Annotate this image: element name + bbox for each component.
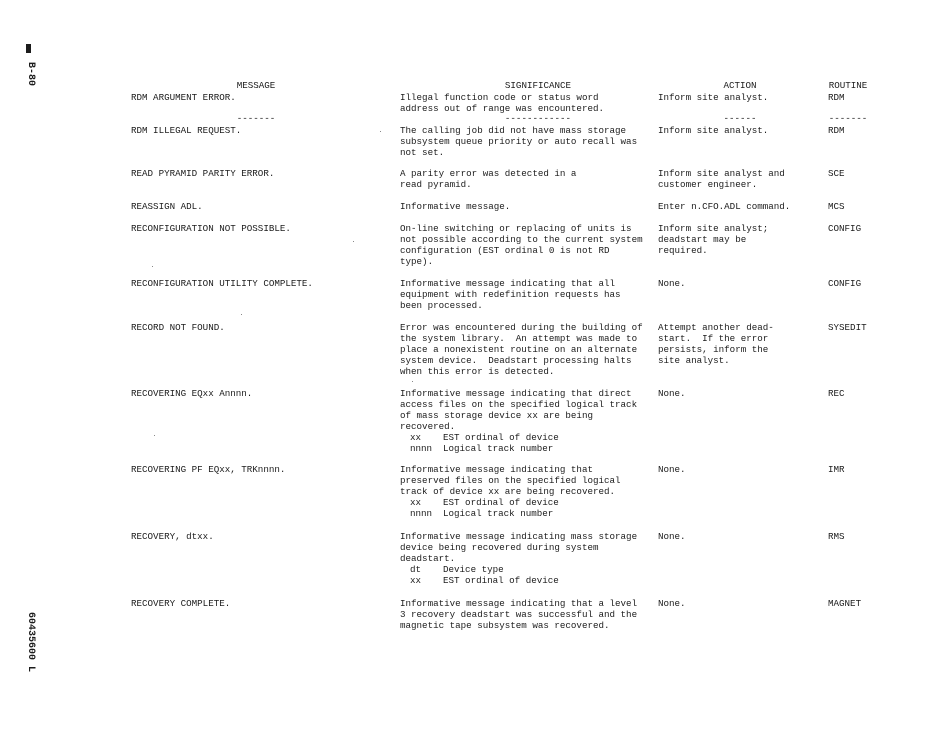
- document-number: 60435600 L: [25, 612, 36, 673]
- significance-line: track of device xx are being recovered.: [400, 486, 616, 497]
- action-cell: [658, 223, 818, 256]
- action-cell: [658, 278, 818, 289]
- header-action-rule: ------: [723, 113, 757, 124]
- significance-line: deadstart.: [400, 553, 456, 564]
- significance-line: Error was encountered during the building of: [400, 322, 643, 333]
- action-line: None.: [658, 278, 686, 289]
- message-cell: RDM ARGUMENT ERROR.: [131, 92, 236, 103]
- message-cell: RECOVERY, dtxx.: [131, 531, 214, 542]
- significance-line: not possible according to the current system: [400, 234, 643, 245]
- significance-line: recovered.: [400, 421, 456, 432]
- significance-line: system device. Deadstart processing halts: [400, 355, 632, 366]
- significance-cell: [400, 531, 650, 586]
- action-line: site analyst.: [658, 355, 730, 366]
- parameter-line: [400, 443, 650, 454]
- action-line: Inform site analyst.: [658, 125, 769, 136]
- significance-line: place a nonexistent routine on an alternate: [400, 344, 638, 355]
- scan-speck: [154, 435, 155, 436]
- routine-cell: RMS: [828, 531, 845, 542]
- significance-line: The calling job did not have mass storage: [400, 125, 627, 136]
- significance-cell: [400, 464, 650, 519]
- significance-cell: [400, 598, 650, 631]
- routine-cell: RDM: [828, 125, 845, 136]
- message-cell: RECOVERING PF EQxx, TRKnnnn.: [131, 464, 286, 475]
- header-routine-label: ROUTINE: [828, 80, 868, 91]
- significance-cell: [400, 223, 650, 267]
- parameter-line: [400, 575, 650, 586]
- parameter-line: [400, 432, 650, 443]
- scan-speck: [353, 241, 354, 242]
- parameter-description: Logical track number: [443, 443, 554, 454]
- routine-cell: MAGNET: [828, 598, 862, 609]
- message-cell: REASSIGN ADL.: [131, 201, 203, 212]
- significance-line: device being recovered during system: [400, 542, 599, 553]
- action-line: Attempt another dead-: [658, 322, 774, 333]
- significance-line: A parity error was detected in a: [400, 168, 577, 179]
- significance-line: been processed.: [400, 300, 483, 311]
- header-significance-label: SIGNIFICANCE: [504, 80, 572, 91]
- scan-speck: [241, 314, 242, 315]
- header-message-label: MESSAGE: [236, 80, 276, 91]
- significance-line: On-line switching or replacing of units is: [400, 223, 632, 234]
- significance-line: access files on the specified logical track: [400, 399, 638, 410]
- significance-cell: [400, 322, 650, 377]
- action-line: Enter n.CFO.ADL command.: [658, 201, 791, 212]
- parameter-key: xx: [410, 575, 422, 586]
- significance-line: address out of range was encountered.: [400, 103, 604, 114]
- message-cell: RECONFIGURATION NOT POSSIBLE.: [131, 223, 291, 234]
- header-routine-rule: -------: [828, 113, 868, 124]
- message-cell: RECONFIGURATION UTILITY COMPLETE.: [131, 278, 313, 289]
- parameter-description: EST ordinal of device: [443, 575, 559, 586]
- parameter-key: xx: [410, 497, 422, 508]
- parameter-description: EST ordinal of device: [443, 432, 559, 443]
- action-cell: [658, 464, 818, 475]
- significance-line: of mass storage device xx are being: [400, 410, 593, 421]
- parameter-key: nnnn: [410, 508, 433, 519]
- action-line: deadstart may be: [658, 234, 747, 245]
- significance-line: subsystem queue priority or auto recall was: [400, 136, 638, 147]
- parameter-description: Device type: [443, 564, 504, 575]
- significance-line: type).: [400, 256, 434, 267]
- routine-cell: REC: [828, 388, 845, 399]
- parameter-key: dt: [410, 564, 422, 575]
- action-line: persists, inform the: [658, 344, 769, 355]
- scan-speck: [412, 381, 413, 382]
- significance-line: the system library. An attempt was made to: [400, 333, 638, 344]
- parameter-line: [400, 508, 650, 519]
- action-line: Inform site analyst;: [658, 223, 769, 234]
- significance-line: equipment with redefinition requests has: [400, 289, 621, 300]
- action-cell: [658, 125, 818, 136]
- action-line: start. If the error: [658, 333, 769, 344]
- parameter-key: xx: [410, 432, 422, 443]
- routine-cell: MCS: [828, 201, 845, 212]
- significance-line: Illegal function code or status word: [400, 92, 599, 103]
- parameter-line: [400, 564, 650, 575]
- scan-speck: [152, 266, 153, 267]
- margin-bar-mark: [26, 44, 31, 53]
- action-cell: [658, 201, 818, 212]
- action-line: None.: [658, 388, 686, 399]
- action-line: None.: [658, 464, 686, 475]
- header-significance-rule: ------------: [504, 113, 572, 124]
- significance-cell: [400, 278, 650, 311]
- action-cell: [658, 388, 818, 399]
- significance-line: preserved files on the specified logical: [400, 475, 621, 486]
- parameter-description: EST ordinal of device: [443, 497, 559, 508]
- significance-line: Informative message indicating that: [400, 464, 593, 475]
- message-cell: RECOVERING EQxx Annnn.: [131, 388, 253, 399]
- significance-cell: [400, 168, 650, 190]
- action-line: None.: [658, 531, 686, 542]
- action-cell: [658, 598, 818, 609]
- routine-cell: CONFIG: [828, 278, 862, 289]
- scan-speck: [380, 131, 381, 132]
- action-cell: [658, 322, 818, 366]
- parameter-line: [400, 497, 650, 508]
- significance-cell: [400, 92, 650, 114]
- significance-cell: [400, 388, 650, 454]
- message-cell: RECORD NOT FOUND.: [131, 322, 225, 333]
- significance-cell: [400, 125, 650, 158]
- routine-cell: CONFIG: [828, 223, 862, 234]
- page-number: B-80: [25, 62, 36, 87]
- significance-cell: [400, 201, 650, 212]
- routine-cell: RDM: [828, 92, 845, 103]
- significance-line: configuration (EST ordinal 0 is not RD: [400, 245, 610, 256]
- significance-line: when this error is detected.: [400, 366, 555, 377]
- significance-line: Informative message indicating mass storage: [400, 531, 638, 542]
- significance-line: Informative message indicating that direct: [400, 388, 632, 399]
- routine-cell: SYSEDIT: [828, 322, 867, 333]
- action-line: customer engineer.: [658, 179, 758, 190]
- message-cell: RECOVERY COMPLETE.: [131, 598, 231, 609]
- parameter-key: nnnn: [410, 443, 433, 454]
- action-cell: [658, 168, 818, 190]
- significance-line: Informative message indicating that all: [400, 278, 616, 289]
- significance-line: 3 recovery deadstart was successful and the: [400, 609, 638, 620]
- significance-line: Informative message.: [400, 201, 511, 212]
- action-cell: [658, 531, 818, 542]
- action-line: Inform site analyst and: [658, 168, 785, 179]
- significance-line: not set.: [400, 147, 445, 158]
- message-cell: READ PYRAMID PARITY ERROR.: [131, 168, 275, 179]
- parameter-description: Logical track number: [443, 508, 554, 519]
- header-message-rule: -------: [236, 113, 276, 124]
- action-cell: [658, 92, 818, 103]
- action-line: None.: [658, 598, 686, 609]
- routine-cell: SCE: [828, 168, 845, 179]
- significance-line: magnetic tape subsystem was recovered.: [400, 620, 610, 631]
- header-action-label: ACTION: [723, 80, 757, 91]
- significance-line: Informative message indicating that a level: [400, 598, 638, 609]
- action-line: required.: [658, 245, 708, 256]
- action-line: Inform site analyst.: [658, 92, 769, 103]
- message-cell: RDM ILLEGAL REQUEST.: [131, 125, 242, 136]
- significance-line: read pyramid.: [400, 179, 472, 190]
- routine-cell: IMR: [828, 464, 845, 475]
